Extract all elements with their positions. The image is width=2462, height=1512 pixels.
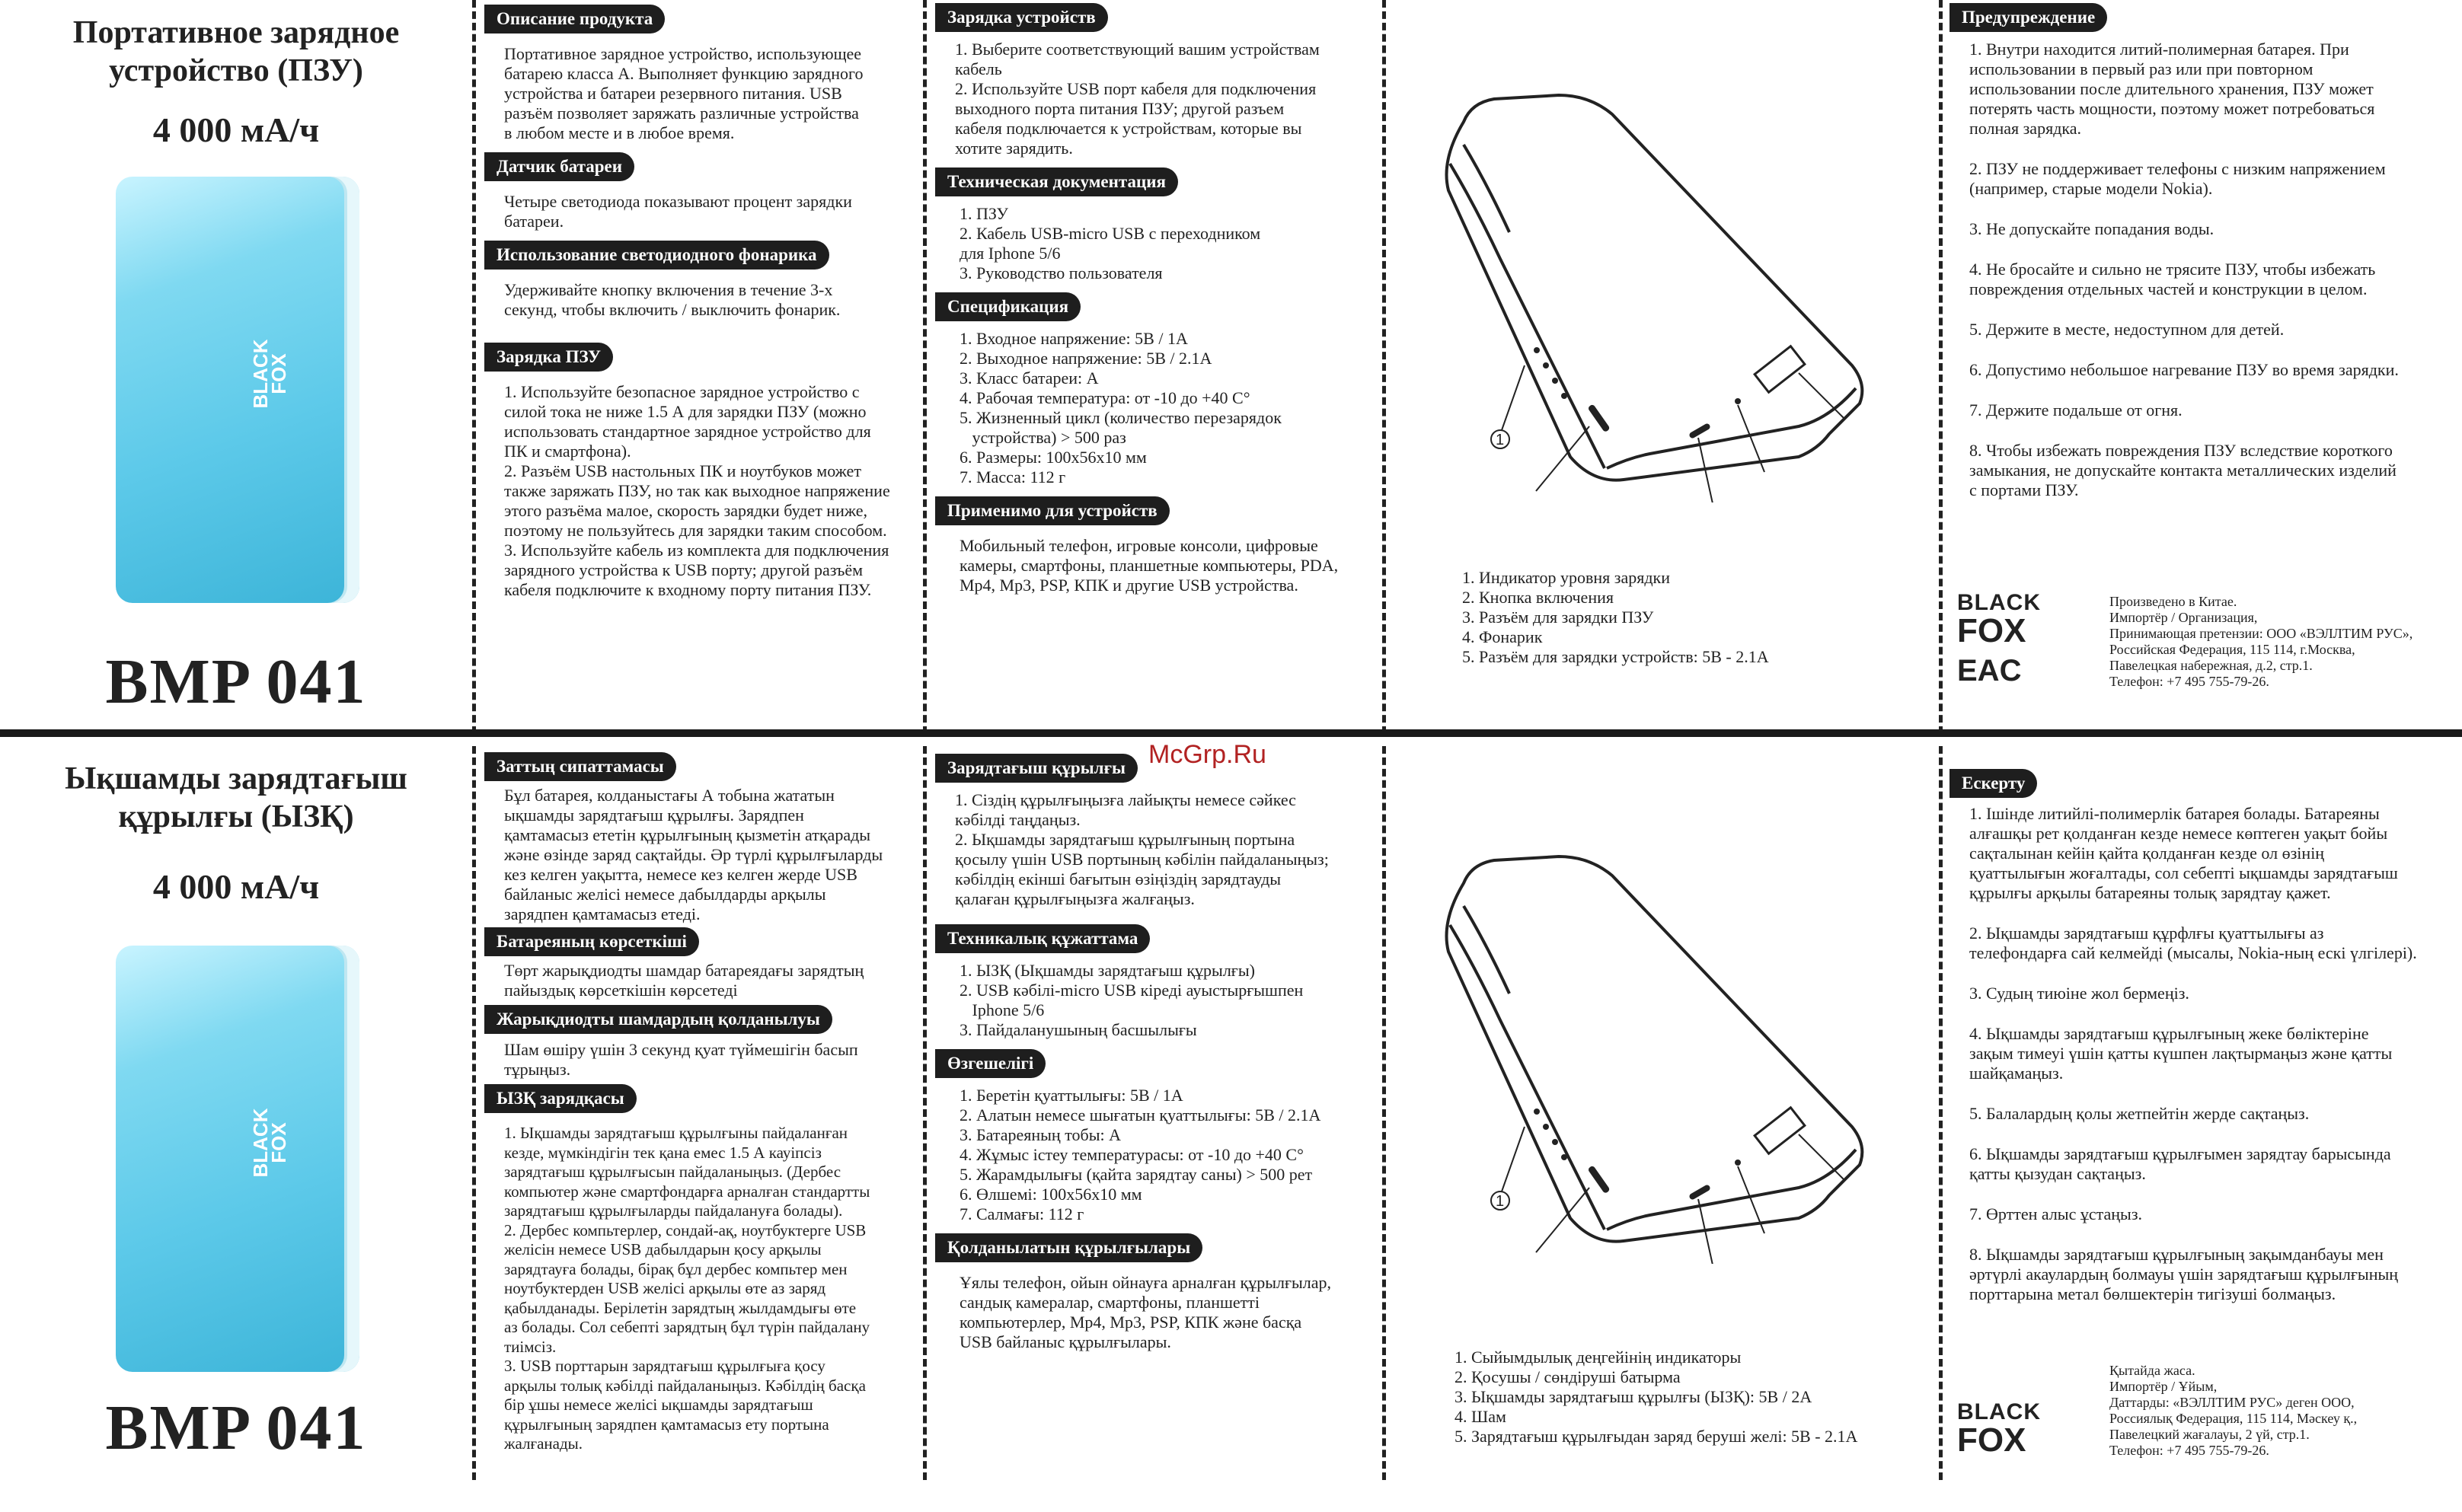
section-text: Шам өшіру үшін 3 секунд қуат түймешігін басып тұрыңыз. <box>504 1040 858 1079</box>
column-charging <box>929 0 1378 734</box>
bank-logo: BLACK FOX <box>249 339 290 409</box>
fold-line <box>923 0 927 734</box>
capacity: 4 000 мА/ч <box>152 867 320 906</box>
section-label: Использование светодиодного фонарика <box>484 241 829 270</box>
warning-item: 1. Ішінде литийлі-полимерлік батарея болады. Батареяны алғашқы рет қолданған кезде немесе көптеген уақыт бойы сақталынан кейін қайта қолданған кезде ол өзінің қуаттылығын жоғалтады, сол себепті ықшамды зарядтағыш құрылғы арқылы батареяны толық зарядтау қажет. <box>1969 804 2398 902</box>
russian-section <box>0 0 2462 734</box>
section-text: Мобильный телефон, игровые консоли, цифровые камеры, смартфоны, планшетные компьютеры, PDA, Mp4, Mp3, PSP, КПК и другие USB устройства. <box>960 536 1339 595</box>
section-text: Ұялы телефон, ойын ойнауға арналған құрылғылар, сандық камералар, смартфоны, планшетті компьютерлер, Mp4, Mp3, PSP, КПК және басқа USB байланыс құрылғылары. <box>960 1273 1332 1351</box>
model-number: BMP 041 <box>105 646 367 717</box>
section-label: Применимо для устройств <box>935 496 1170 525</box>
warning-item: 2. ПЗУ не поддерживает телефоны с низким напряжением (например, старые модели Nokia). <box>1969 159 2386 198</box>
section-label: Описание продукта <box>484 5 665 33</box>
cover-column <box>0 746 472 1480</box>
column-diagram <box>1387 0 1936 734</box>
warning-item: 6. Допустимо небольшое нагревание ПЗУ во время зарядки. <box>1969 360 2399 379</box>
section-label: Өзгешелігі <box>935 1049 1046 1078</box>
section-text: 1. ПЗУ 2. Кабель USB-micro USB с переходником для Iphone 5/6 3. Руководство пользователя <box>960 204 1261 282</box>
fold-line <box>1382 746 1386 1480</box>
kazakh-section <box>0 746 2462 1480</box>
warning-item: 4. Ықшамды зарядтағыш құрылғының жеке бөліктеріне зақым тимеуі үшін қатты күшпен лақтырмаңыз және қатты шайқамаңыз. <box>1969 1024 2393 1083</box>
section-text: 1. Беретін қуаттылығы: 5В / 1А 2. Алатын немесе шығатын қуаттылығы: 5В / 2.1А 3. Батареяның тобы: А 4. Жұмыс істеу температурасы: от -10 до +40 С° 5. Жарамдылығы (қайта зарядтау саны) > 500 рет 6. Өлшемі: 100x56x10 мм 7. Салмағы: 112 г <box>960 1086 1321 1223</box>
section-text: 1. Входное напряжение: 5В / 1А 2. Выходное напряжение: 5В / 2.1А 3. Класс батареи: А 4. Рабочая температура: от -10 до +40 С° 5. Жизненный цикл (количество перезарядок устройства) > 500 раз 6. Размеры: 100x56x10 мм 7. Масса: 112 г <box>960 329 1282 486</box>
warning-label: Ескерту <box>1949 769 2037 798</box>
section-text: Удерживайте кнопку включения в течение 3-х секунд, чтобы включить / выключить фонарик. <box>504 280 841 319</box>
model-number: BMP 041 <box>105 1392 367 1463</box>
column-description <box>478 746 920 1480</box>
power-bank-image <box>116 177 359 603</box>
section-text: Четыре светодиода показывают процент зарядки батареи. <box>504 192 852 231</box>
fold-line <box>1939 746 1943 1480</box>
section-text: 1. ЫЗҚ (Ықшамды зарядтағыш құрылғы) 2. USB кәбілі-micro USB кіреді ауыстырғышпен Iphone 5/6 3. Пайдаланушының басшылығы <box>960 961 1304 1039</box>
svg-text:1: 1 <box>1496 1193 1505 1210</box>
section-text: 1. Сіздің құрылғыңызға лайықты немесе сәйкес кәбілді таңдаңыз. 2. Ықшамды зарядтағыш құрылғының портына қосылу үшін USB портының кәбілін пайдаланыңыз; кәбілдің екінші бағытын өзіңіздің зарядтауды қалаған құрылғыңызға жалғаңыз. <box>955 790 1329 908</box>
fold-line <box>472 0 476 734</box>
warning-item: 8. Ықшамды зарядтағыш құрылғының зақымданбауы мен әртүрлі акаулардың болмауы үшін зарядтағыш құрылғының порттарына метал бөлшектерін тигізуші болмаңыз. <box>1969 1245 2399 1303</box>
brand-logo: BLACK FOX EAC <box>1957 590 2041 687</box>
warning-item: 7. Өрттен алыс ұстаңыз. <box>1969 1204 2143 1223</box>
product-title: Ықшамды зарядтағыш құрылғы (ЫЗҚ) <box>65 761 407 834</box>
cover-column <box>0 0 472 734</box>
section-label: ЫЗҚ зарядқасы <box>484 1084 637 1113</box>
warning-item: 3. Не допускайте попадания воды. <box>1969 219 2215 238</box>
section-text: 1. Ықшамды зарядтағыш құрылғыны пайдаланған кезде, мүмкіндігін тек қана емес 1.5 А кауіпсіз зарядтағыш құрылғысын пайдаланыңыз. (Дербес компьютер және смартфондарға арналған стандартты зарядтағыш құрылғыларды пайдалануға болады). 2. Дербес компьтерлер, сондай-ақ, ноутбуктерге USB желісін немесе USB дабылдарын қосу арқылы зарядтауға болады, бірақ бұл дербес компьтер мен ноутбуктерден USB желісі арқылы өте аз заряд қабылданады. Берілетін зарядтың жылдамдығы өте аз болады. Сол себепті зарядтың бұл түрін пайдалану тиімсіз. 3. USB порттарын зарядтағыш құрылғыға қосу арқылы толық кәбілді пайдаланыңыз. Кәбілдің басқа бір ұшы немесе желісі ықшамды зарядтағыш құрылғының зарядпен қамтамасыз ету портына жалғанады. <box>504 1124 870 1453</box>
section-text: Бұл батарея, колданыстағы А тобына жататын ықшамды зарядтағыш құрылғы. Зарядпен қамтамасыз ететін құрылғының қызметін атқарады және өзінде заряд сақтайды. Әр түрлі құрылғыларды кез келген уақытта, немесе кез келген жерде USB байланыс желісі немесе дабылдарды арқылы зарядпен қамтамасыз етеді. <box>504 786 883 923</box>
manufacturer-info: Произведено в Китае. Импортёр / Организация, Принимающая претензии: ООО «ВЭЛЛТИМ РУС», Российская Федерация, 115 114, г.Москва, Павелецкая набережная, д.2, стр.1. Телефон: +7 495 755-79-26. <box>2109 594 2413 689</box>
svg-text:1: 1 <box>1496 432 1505 448</box>
warning-item: 6. Ықшамды зарядтағыш құрылғымен зарядтау барысында қатты қызудан сақтаңыз. <box>1969 1144 2391 1183</box>
warning-label: Предупреждение <box>1949 3 2107 32</box>
capacity: 4 000 мА/ч <box>152 110 320 149</box>
watermark: McGrp.Ru <box>1148 740 1266 769</box>
diagram-legend: 1. Индикатор уровня зарядки 2. Кнопка включения 3. Разъём для зарядки ПЗУ 4. Фонарик 5. Разъём для зарядки устройств: 5В - 2.1А <box>1462 568 1769 666</box>
diagram-legend: 1. Сыйымдылық деңгейінің индикаторы 2. Қосушы / сөндіруші батырма 3. Ықшамды зарядтағыш құрылғы (ЫЗҚ): 5В / 2А 4. Шам 5. Зарядтағыш құрылғыдан заряд беруші желі: 5В - 2.1А <box>1455 1348 1858 1446</box>
section-label: Спецификация <box>935 292 1081 321</box>
bank-logo: BLACK FOX <box>249 1108 290 1178</box>
warning-item: 4. Не бросайте и сильно не трясите ПЗУ, чтобы избежать повреждения отдельных частей и конструкции в целом. <box>1969 260 2376 298</box>
warning-item: 2. Ықшамды зарядтағыш құрфлғы қуаттылығы аз телефондарға сай келмейді (мысалы, Nokia-ның ескі үлгілері). <box>1969 923 2417 962</box>
section-label: Зарядтағыш құрылғы <box>935 754 1138 783</box>
product-title: Портативное зарядное устройство (ПЗУ) <box>72 15 400 88</box>
warning-item: 8. Чтобы избежать повреждения ПЗУ вследствие короткого замыкания, не допускайте контакта металлических изделий с портами ПЗУ. <box>1969 441 2397 499</box>
manufacturer-info: Қытайда жаса. Импортёр / Ұйым, Даттарды: «ВЭЛЛТИМ РУС» деген ООО, Россиялық Федерация, 115 114, Мәскеу қ., Павелецкий жағалауы, 2 үй, стр.1. Телефон: +7 495 755-79-26. <box>2109 1363 2358 1458</box>
section-label: Техникалық құжаттама <box>935 924 1150 953</box>
warning-item: 3. Судың тиюіне жол бермеңіз. <box>1969 984 2189 1003</box>
section-label: Жарықдиодты шамдардың қолданылуы <box>484 1005 832 1034</box>
column-diagram <box>1387 746 1936 1480</box>
section-text: Портативное зарядное устройство, использующее батарею класса А. Выполняет функцию зарядного устройства и батареи резервного питания. USB разъём позволяет заряжать различные устройства в любом месте и в любое время. <box>504 44 864 142</box>
fold-line <box>1382 0 1386 734</box>
section-label: Қолданылатын құрылғылары <box>935 1233 1202 1262</box>
section-label: Зарядка устройств <box>935 3 1108 32</box>
section-text: Төрт жарықдиодты шамдар батареядағы зарядтың пайыздық көрсеткішін көрсетеді <box>504 961 864 1000</box>
warning-list <box>1943 32 2462 500</box>
device-diagram <box>1403 30 1890 502</box>
fold-line <box>1939 0 1943 734</box>
column-charging <box>929 746 1378 1480</box>
warning-item: 5. Держите в месте, недоступном для детей. <box>1969 320 2285 339</box>
section-label: Техническая документация <box>935 167 1178 196</box>
eac-mark: EAC <box>1957 654 2022 687</box>
device-diagram <box>1403 792 1890 1264</box>
power-bank-image <box>116 946 359 1372</box>
section-label: Батареяның көрсеткіші <box>484 927 699 956</box>
warning-item: 7. Держите подальше от огня. <box>1969 400 2183 419</box>
fold-line <box>472 746 476 1480</box>
warning-item: 5. Балалардың қолы жетпейтін жерде сақтаңыз. <box>1969 1104 2310 1123</box>
brand-logo: BLACK FOX <box>1957 1399 2041 1459</box>
section-label: Датчик батареи <box>484 152 634 181</box>
warning-list <box>1943 798 2462 1304</box>
fold-line <box>923 746 927 1480</box>
section-text: 1. Выберите соответствующий вашим устройствам кабель 2. Используйте USB порт кабеля для подключения выходного порта питания ПЗУ; другой разъем кабеля подключается к устройствам, которые вы хотите зарядить. <box>955 40 1320 158</box>
warning-item: 1. Внутри находится литий-полимерная батарея. При использовании в первый раз или при повторном использовании после длительного хранения, ПЗУ может потерять часть мощности, поэтому может потребоваться полная зарядка. <box>1969 40 2375 138</box>
section-label: Зарядка ПЗУ <box>484 343 613 372</box>
column-description <box>478 0 920 734</box>
section-label: Заттың сипаттамасы <box>484 752 676 781</box>
page-divider <box>0 729 2462 737</box>
section-text: 1. Используйте безопасное зарядное устройство с силой тока не ниже 1.5 А для зарядки ПЗУ (можно использовать стандартное зарядное устройство для ПК и смартфона). 2. Разъём USB настольных ПК и ноутбуков может также заряжать ПЗУ, но так как выходное напряжение этого разъёма малое, скорость зарядки будет ниже, поэтому не пользуйтесь для зарядки таким способом. 3. Используйте кабель из комплекта для подключения зарядного устройства к USB порту; другой разъём кабеля подключите к входному порту питания ПЗУ. <box>504 382 890 599</box>
